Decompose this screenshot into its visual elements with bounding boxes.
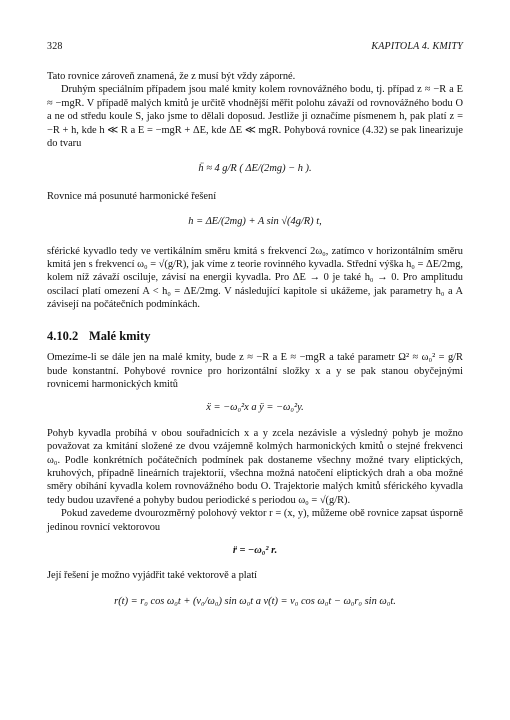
equation-4: r̈ = −ω₀² r. bbox=[232, 544, 278, 556]
paragraph-8: Její řešení je možno vyjádřit také vektorově a platí bbox=[47, 570, 258, 582]
section-heading bbox=[47, 330, 463, 343]
equation-3: ẍ = −ω₀²x a ÿ = −ω₀²y. bbox=[206, 402, 304, 414]
paragraph-2: Druhým speciálním případem jsou malé kmity kolem rovnovážného bodu, tj. případ z ≈ −R a E ≈ −mgR. V případě malých kmitů je určitě vhodnější měřit polohu závaží od rovnovážného bodu O a ne od středu koule S, jako jsme to dělali doposud. Jestliže ji označíme písmenem h, pak platí z = −R + h, kde h ≪ R a E = −mgR + ΔE, kde ΔE ≪ mgR. Pohybová rovnice (4.32) se pak linearizuje do tvaru bbox=[47, 84, 463, 150]
paragraph-5: Omezíme-li se dále jen na malé kmity, bude z ≈ −R a E ≈ −mgR a také parametr Ω² ≈ ω₀² = g/R bude konstantní. Pohybové rovnice pro horizontální složky x a y se pak stanou obyčejnými rovnicemi harmonických kmitů bbox=[47, 352, 463, 390]
running-title: KAPITOLA 4. KMITY bbox=[371, 41, 463, 52]
equation-2: h = ΔE/(2mg) + A sin √(4g/R) t, bbox=[188, 216, 322, 228]
equation-5: r(t) = r₀ cos ω₀t + (v₀/ω₀) sin ω₀t a v(t) = v₀ cos ω₀t − ω₀r₀ sin ω₀t. bbox=[114, 595, 396, 607]
equation-1: ḧ ≈ 4 g/R ( ΔE/(2mg) − h ). bbox=[198, 163, 312, 175]
page-header bbox=[47, 40, 463, 54]
paragraph-3: Rovnice má posunuté harmonické řešení bbox=[47, 190, 217, 202]
paragraph-1: Tato rovnice zároveň znamená, že z musí být vždy záporné. bbox=[47, 71, 296, 82]
paragraph-4: sférické kyvadlo tedy ve vertikálním směru kmitá s frekvencí 2ω₀, zatímco v horizontálním směru kmitá jen s frekvencí ω₀ = √(g/R), jak víme z teorie rovinného kyvadla. Střední výška h₀ = ΔE/2mg, kolem níž závaží osciluje, závisí na energii kyvadla. Pro ΔE → 0 je také h₀ → 0. Pro amplitudu oscilací platí omezení A < h₀ = ΔE/2mg. V následující kapitole si ukážeme, jak parametry h₀ a A závisejí na počátečních podmínkách. bbox=[47, 245, 463, 311]
section-number: 4.10.2 bbox=[47, 328, 79, 343]
paragraph-6: Pohyb kyvadla probíhá v obou souřadnicích x a y zcela nezávisle a výsledný pohyb je možno považovat za kmitání složené ze dvou vzájemně kolmých harmonických kmitů o stejné frekvenci ω₀. Podle konkrétních počátečních podmínek pak dostaneme všechny možné tvary eliptických, kruhových, případně lineárních trajektorií, všechna možná natočení eliptických drah a oba možné směry obíhání kyvadla kolem rovnovážného bodu O. Trajektorie malých kmitů sférického kyvadla tedy budou uzavřené a pohyby budou periodické s periodou ω₀ = √(g/R). bbox=[47, 427, 463, 506]
page-body bbox=[47, 70, 463, 608]
section-title: Malé kmity bbox=[89, 328, 151, 343]
page-number: 328 bbox=[47, 41, 63, 52]
paragraph-7: Pokud zavedeme dvourozměrný polohový vektor r = (x, y), můžeme obě rovnice zapsat úsporně jedinou rovnicí vektorovou bbox=[47, 508, 463, 533]
